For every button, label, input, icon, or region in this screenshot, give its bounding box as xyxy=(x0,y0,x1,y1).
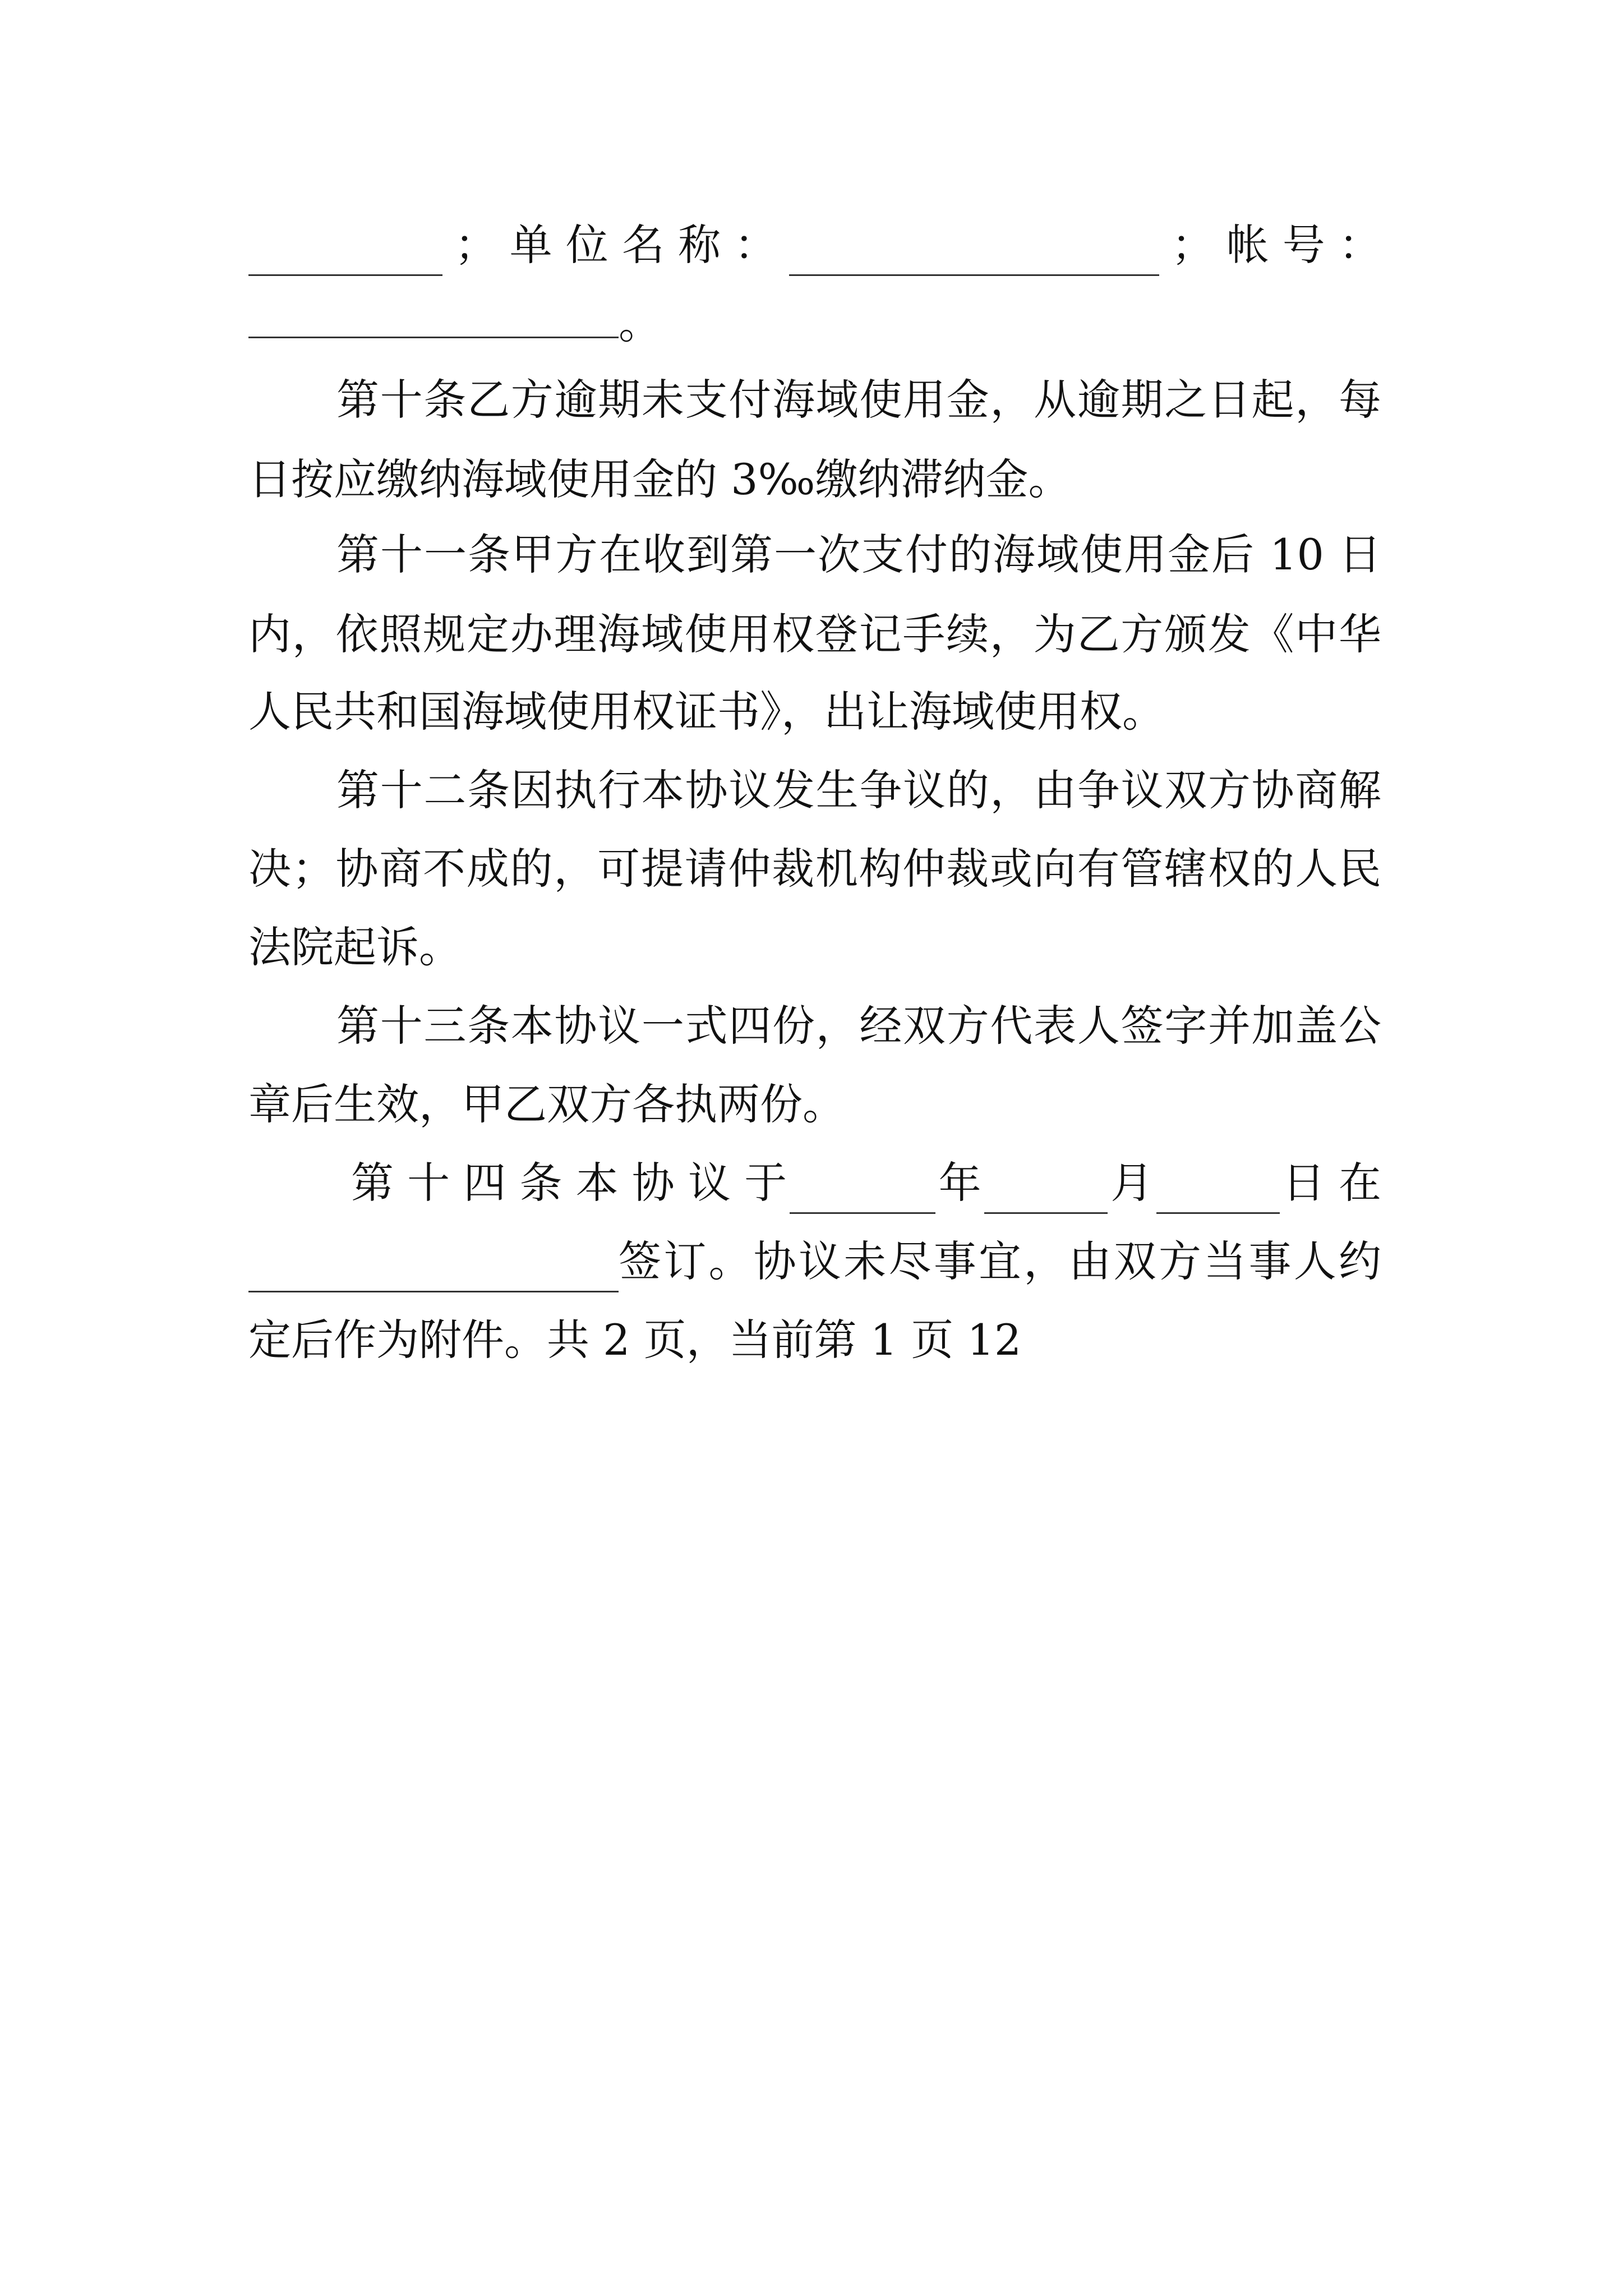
separator: ； xyxy=(1171,220,1214,270)
year-blank xyxy=(790,1181,935,1214)
unit-name-label: 单 位 名 称 ： xyxy=(509,220,777,270)
blank-field xyxy=(248,243,442,276)
account-label: 帐 号 ： xyxy=(1226,220,1381,270)
article-12-line-1: 第十二条因执行本协议发生争议的，由争议双方协商解 xyxy=(336,765,1381,815)
article-13-line-1: 第十三条本协议一式四份，经双方代表人签字并加盖公 xyxy=(336,1001,1381,1051)
separator: ； xyxy=(454,220,497,270)
article-10-line-2: 日按应缴纳海域使用金的 3‰缴纳滞纳金。 xyxy=(248,454,1071,504)
month-label: 月 xyxy=(1110,1158,1154,1208)
article-14-line-2 xyxy=(248,1231,1381,1292)
article-11-line-1: 第十一条甲方在收到第一次支付的海域使用金后 10 日 xyxy=(336,530,1381,579)
article-10-line-1: 第十条乙方逾期未支付海域使用金，从逾期之日起，每 xyxy=(336,375,1381,425)
article-14-prefix: 第 十 四 条 本 协 议 于 xyxy=(351,1158,787,1208)
article-13-line-2: 章后生效，甲乙双方各执两份。 xyxy=(248,1079,845,1129)
account-blank-line xyxy=(248,293,1381,355)
day-label: 日 在 xyxy=(1282,1158,1381,1208)
article-14-sign-text: 签订。协议未尽事宜，由双方当事人约 xyxy=(619,1236,1381,1286)
article-12-line-3: 法院起诉。 xyxy=(248,922,462,972)
article-11-line-2: 内，依照规定办理海域使用权登记手续，为乙方颁发《中华 xyxy=(248,609,1381,659)
article-11-line-3: 人民共和国海域使用权证书》，出让海域使用权。 xyxy=(248,687,1165,737)
place-blank xyxy=(248,1259,619,1292)
unit-name-blank xyxy=(789,243,1159,276)
day-blank xyxy=(1156,1181,1280,1214)
article-14-line-1 xyxy=(351,1152,1381,1214)
article-14-line-3: 定后作为附件。共 2 页，当前第 1 页 12 xyxy=(248,1315,1022,1365)
end-mark: 。 xyxy=(619,298,661,348)
year-label: 年 xyxy=(938,1158,981,1208)
payee-info-line xyxy=(248,214,1381,276)
month-blank xyxy=(984,1181,1108,1214)
article-12-line-2: 决；协商不成的，可提请仲裁机构仲裁或向有管辖权的人民 xyxy=(248,844,1381,894)
account-blank xyxy=(248,305,619,338)
